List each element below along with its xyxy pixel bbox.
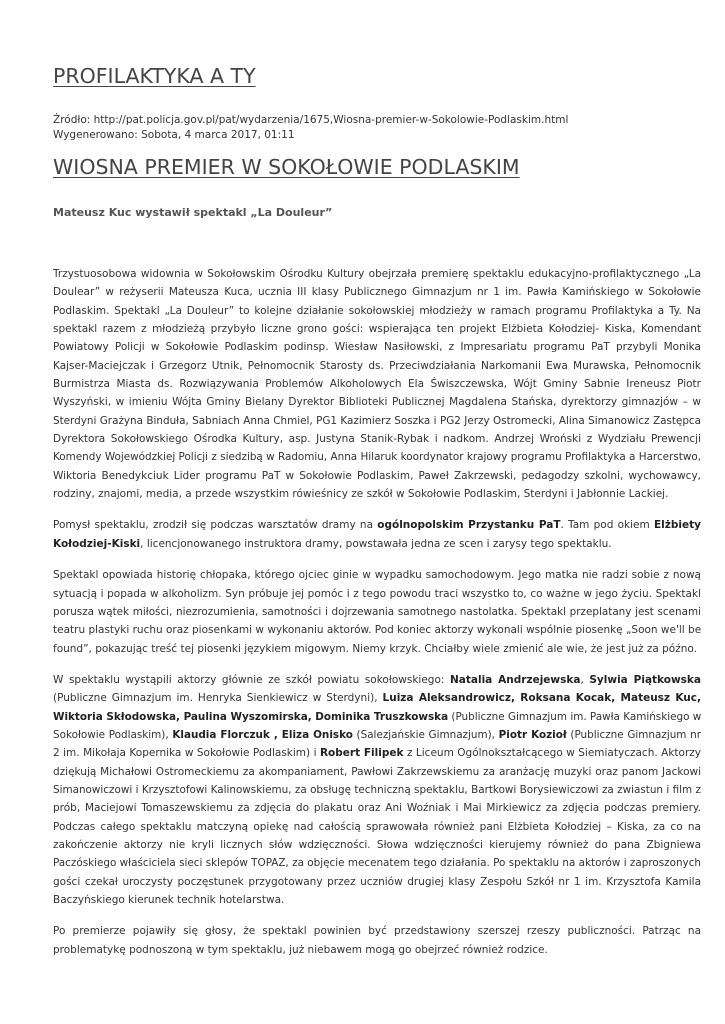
paragraph-4 [53,671,701,909]
text-line: Podlaskim. Spektakl „La Douleur” to kolejne działanie sokołowskiej młodzieży w ramach programu Profilaktyka a Ty. Na [53,304,701,317]
bold-text: Luiza Aleksandrowicz, Roksana Kocak, Mateusz Kuc, [382,692,701,705]
text-line: Po premierze pojawiły się głosy, że spektakl powinien być przedstawiony szerszej rzeszy publiczności. Patrząc na [53,925,701,938]
paragraph-1 [53,265,701,503]
text-line: rodziny, znajomi, media, a przede wszystkim rówieśnicy ze szkół w Sokołowie Podlaskim, Sterdyni i Jabłonnie Lackiej. [53,488,669,501]
paragraph-3 [53,566,701,658]
bold-text: Wiktoria Skłodowska, Paulina Wyszomirska, Dominika Truszkowska [53,710,449,723]
text-line: Powiatowy Policji w Sokołowie Podlaskim podinsp. Wiesław Nasiłowski, z Impresariatu programu PaT przybyli Monika [53,341,701,354]
article-body [53,265,701,972]
text-line: Kajser-Maciejczak i Grzegorz Utnik, Pełnomocnik Starosty ds. Przeciwdziałania Narkomanii Ewa Murawska, Pełnomocnik [53,359,701,372]
text-line: zakończenie aktorzy nie kryli licznych słów wdzięczności. Słowa wdzięczności kierujemy również do pana Zbigniewa [53,838,701,851]
text-line: prób, Maciejowi Tomaszewskiemu za zdjęcia do plakatu oraz Ani Woźniak i Mai Mirkiewicz za zdjęcia podczas premiery. [53,802,701,815]
text-line: Burmistrza Miasta ds. Rozwiązywania Problemów Alkoholowych Ela Świszczewska, Wójt Gminy Sabnie Ireneusz Piotr [53,378,701,391]
text-run: (Salezjańskie Gimnazjum), [352,728,499,741]
text-line: Trzystuosobowa widownia w Sokołowskim Ośrodku Kultury obejrzała premierę spektaklu edukacyjno-profilaktycznego „La [53,268,701,280]
text-run: . Tam pod okiem [560,519,654,532]
bold-text: Kołodziej-Kiski [53,537,141,550]
bold-text: Elżbiety [653,519,701,532]
generated-line: Wygenerowano: Sobota, 4 marca 2017, 01:11 [53,129,295,141]
text-line: Wiktoria Benedykciuk Lider programu PaT w Sokołowie Podlaskim, Paweł Zakrzewski, pedagodzy szkolni, wychowawcy, [53,469,701,482]
text-line [53,535,701,553]
text-line [53,671,701,689]
text-run: z Liceum Ogólnokształcącego w Siemiatyczach. Aktorzy [403,747,701,760]
text-run: (Publiczne Gimnazjum im. Henryka Sienkiewicz w Sterdyni), [53,692,383,705]
text-line: Simanowiczowi i Krzysztofowi Kalinowskiemu, za obsługę techniczną spektaklu, Bartkowi Borysiewiczowi za zwiastun i film z [53,783,701,796]
bold-text: Sylwia Piątkowska [589,673,701,686]
bold-text: ogólnopolskim Przystanku PaT [377,519,561,532]
paragraph-2 [53,516,701,553]
text-run: Sokołowie Podlaskim), [53,728,173,741]
text-line: porusza wątek miłości, niezrozumienia, samotności i dojrzewania samotnego nastolatka. Spektakl przeplatany jest scenami [53,605,701,618]
bold-text: Klaudia Florczuk , Eliza Onisko [172,728,353,741]
text-line [53,708,701,726]
text-line: Baczyńskiego kierunek technik hotelarstwa. [53,894,285,906]
text-line: problematykę podnoszoną w tym spektaklu, już niebawem mogą go obejrzeć również rodzice. [53,943,548,956]
text-line: Paczóskiego właściciela sieci sklepów TOPAZ, za objęcie mecenatem tego działania. Po spektaklu na aktorów i zaproszonych [53,857,701,870]
text-line [53,516,701,534]
text-line: found”, pokazując treść tej piosenki językiem migowym. Niemy krzyk. Chciałby wiele zmienić ale wie, że jest już za późno. [53,642,697,655]
text-run: 2 im. Mikołaja Kopernika w Sokołowie Podlaskim) i [53,747,320,760]
text-line: Wyszyński, w imieniu Wójta Gminy Bielany Dyrektor Biblioteki Publicznej Magdalena Stańska, dyrektorzy gimnazjów – w [53,396,701,409]
text-line [53,744,701,762]
bold-text: Piotr Kozioł [498,728,567,741]
text-line: Sterdyni Grażyna Binduła, Sabniach Anna Chmiel, PG1 Kazimierz Soszka i PG2 Jerzy Ostromecki, Alina Simanowicz Zastępca [53,414,701,427]
text-run: , [580,673,590,686]
article-title: WIOSNA PREMIER W SOKOŁOWIE PODLASKIM [53,155,520,179]
document-meta [53,113,568,143]
text-run: , licencjonowanego instruktora dramy, powstawała jedna ze scen i zarysy tego spektaklu. [140,537,612,550]
text-line: Dyrektora Sokołowskiego Ośrodka Kultury, asp. Justyna Stanik-Rybak i nadkom. Andrzej Wroński z Wydziału Prewencji [53,433,701,446]
text-line: teatru plastyki ruchu oraz piosenkami w wykonaniu aktorów. Pod koniec aktorzy wykonali wspólnie piosenkę „Soon we'll be [53,624,702,637]
text-line: sytuacją i popada w alkoholizm. Syn próbuje jej pomóc i z tego powodu traci wszystko to, co ważne w jego życiu. Spektakl [53,587,701,600]
text-line [53,689,701,707]
text-line: Podczas całego spektaklu matczyną opiekę nad całością sprawowała również pani Elżbieta Kołodziej – Kiska, za co na [53,820,701,833]
text-run: (Publiczne Gimnazjum nr [566,728,701,741]
bold-text: Natalia Andrzejewska [450,673,581,686]
bold-text: Robert Filipek [319,747,404,760]
paragraph-5 [53,922,701,959]
text-line: gości czekał uroczysty poczęstunek przygotowany przez uczniów drugiej klasy Zespołu Szkół nr 1 im. Krzysztofa Kamila [53,875,701,888]
text-line: Komendy Wojewódzkiej Policji z siedzibą w Radomiu, Anna Hilaruk koordynator krajowy programu Profilaktyka a Harcerstwo, [53,451,701,464]
source-line: Źródło: http://pat.policja.gov.pl/pat/wydarzenia/1675,Wiosna-premier-w-Sokolowie-Podlaskim.html [53,114,569,126]
text-line [53,726,701,744]
site-title: PROFILAKTYKA A TY [53,64,256,88]
text-line: dziękują Michałowi Ostromeckiemu za akompaniament, Pawłowi Zakrzewskiemu za aranżację muzyki oraz panom Jackowi [53,765,701,778]
text-run: W spektaklu wystąpili aktorzy głównie ze szkół powiatu sokołowskiego: [53,673,450,686]
text-line: Spektakl opowiada historię chłopaka, którego ojciec ginie w wypadku samochodowym. Jego matka nie radzi sobie z nową [53,569,701,582]
article-lead: Mateusz Kuc wystawił spektakl „La Douleur” [53,206,333,219]
text-line: Doulear” w reżyserii Mateusza Kuca, ucznia III klasy Publicznego Gimnazjum nr 1 im. Pawła Kamińskiego w Sokołowie [53,286,701,299]
text-line: spektakl razem z młodzieżą przybyło liczne grono gości: wspierająca ten projekt Elżbieta Kołodziej- Kiska, Komendant [53,323,701,336]
text-run: (Publiczne Gimnazjum im. Pawła Kamińskiego w [448,710,702,723]
text-run: Pomysł spektaklu, zrodził się podczas warsztatów dramy na [53,519,378,532]
